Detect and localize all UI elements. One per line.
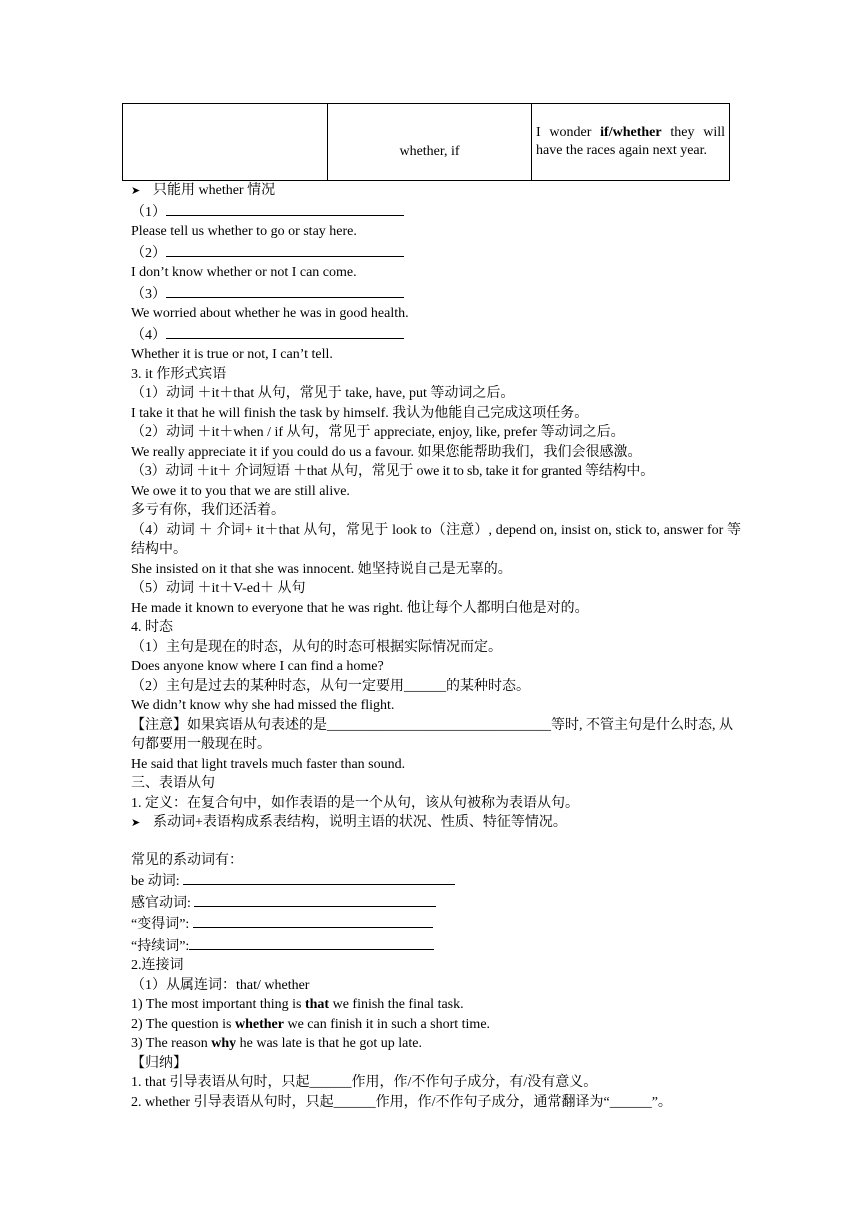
example-line: 1) The most important thing is that we finish the final task. — [131, 997, 464, 1012]
answer-blank[interactable]: ______ — [309, 1075, 352, 1090]
example-translation: 多亏有你，我们还活着。 — [131, 503, 285, 518]
answer-blank[interactable] — [166, 324, 404, 339]
conjunction-text: whether, if — [399, 144, 460, 160]
example-line: He said that light travels much faster than sound. — [131, 756, 406, 772]
keep-verbs-line: “持续词”: — [131, 935, 741, 957]
example-line: 2) The question is whether we can finish it in such a short time. — [131, 1016, 491, 1032]
example-line: We didn’t know why she had missed the flight. — [131, 698, 395, 713]
example-line: Please tell us whether to go or stay here. — [131, 224, 357, 239]
blank-line-1: （1） — [131, 201, 741, 223]
table-row — [123, 104, 730, 181]
example-pre: I wonder — [536, 125, 601, 140]
arrow-bullet-icon: ➤ — [131, 184, 141, 197]
common-verbs-line: 常见的系动词有： — [131, 852, 243, 868]
example-line: 3) The reason why he was late is that he got up late. — [131, 1036, 422, 1051]
be-verbs-line: be 动词: — [131, 870, 741, 892]
rule-line: （3）动词 ＋it＋ 介词短语 ＋that 从句，常见于 owe it to sb, take it for granted 等结构中。 — [131, 464, 655, 479]
example-line: He made it known to everyone that he was right. 他让每个人都明白他是对的。 — [131, 600, 589, 616]
answer-blank[interactable] — [166, 242, 404, 257]
blank-line-3: （3） — [131, 283, 741, 305]
section-heading: 2.连接词 — [131, 958, 184, 973]
answer-blank[interactable] — [183, 870, 455, 885]
document-page — [131, 103, 741, 1112]
example-line: We really appreciate it if you could do us a favour. 如果您能帮助我们，我们会很感激。 — [131, 444, 642, 460]
example-line: I take it that he will finish the task by himself. 我认为他能自己完成这项任务。 — [131, 405, 589, 421]
example-line: Whether it is true or not, I can’t tell. — [131, 347, 333, 362]
example-line: Does anyone know where I can find a home? — [131, 659, 384, 674]
note-line: 【注意】如果宾语从句表述的是________________________________等时, 不管主句是什么时态, 从句都要用一般现在时。 — [131, 717, 733, 752]
section-heading: 三、表语从句 — [131, 776, 215, 791]
answer-blank[interactable]: ______ — [333, 1094, 376, 1110]
rule-line: （2）动词 ＋it＋when / if 从句，常见于 appreciate, enjoy, like, prefer 等动词之后。 — [131, 425, 625, 440]
example-line: She insisted on it that she was innocent. 她坚持说自己是无辜的。 — [131, 561, 512, 577]
answer-blank[interactable]: ________________________________ — [327, 717, 551, 733]
arrow-bullet-icon: ➤ — [131, 816, 141, 829]
table-cell-example — [532, 104, 730, 181]
summary-line-1: 1. that 引导表语从句时，只起______作用，作/不作句子成分，有/没有意义。 — [131, 1075, 598, 1090]
only-whether-heading: ➤ 只能用 whether 情况 — [131, 181, 741, 201]
section-heading: 3. it 作形式宾语 — [131, 366, 227, 382]
answer-blank[interactable]: ______ — [404, 678, 446, 694]
table-cell-empty — [123, 104, 328, 181]
example-line: I don’t know whether or not I can come. — [131, 265, 357, 280]
answer-blank[interactable] — [166, 201, 404, 216]
sense-verbs-line: 感官动词: — [131, 892, 741, 914]
answer-blank[interactable] — [166, 283, 404, 298]
table-cell-conjunctions — [328, 104, 532, 181]
spacer — [131, 833, 741, 851]
rule-line: （5）动词 ＋it＋V-ed＋ 从句 — [131, 581, 306, 596]
answer-blank[interactable] — [194, 892, 436, 907]
example-line: We worried about whether he was in good health. — [131, 306, 409, 321]
example-bold: if/whether — [600, 125, 662, 140]
answer-blank[interactable]: ______ — [609, 1094, 652, 1110]
comparison-table — [122, 103, 730, 181]
answer-blank[interactable] — [193, 913, 433, 928]
section-heading: 4. 时态 — [131, 620, 173, 635]
blank-line-4: （4） — [131, 324, 741, 346]
example-line: We owe it to you that we are still alive. — [131, 483, 350, 499]
rule-line: （1）主句是现在的时态，从句的时态可根据实际情况而定。 — [131, 639, 502, 655]
subheading-line: （1）从属连词：that/ whether — [131, 977, 310, 993]
blank-line-2: （2） — [131, 242, 741, 264]
bullet-line: ➤ 系动词+表语构成系表结构，说明主语的状况、性质、特征等情况。 — [131, 813, 741, 833]
become-verbs-line: “变得词”: — [131, 913, 741, 935]
rule-line: （1）动词 ＋it＋that 从句，常见于 take, have, put 等动词之后。 — [131, 386, 515, 401]
rule-line: （2）主句是过去的某种时态，从句一定要用______的某种时态。 — [131, 678, 530, 694]
example-post: they will have the races again next year. — [536, 125, 725, 158]
rule-line: （4）动词 ＋ 介词+ it＋that 从句，常见于 look to（注意）, depend on, insist on, stick to, answer for 等结构中。 — [131, 522, 741, 557]
summary-line-2: 2. whether 引导表语从句时，只起______作用，作/不作句子成分，通常翻译为“______”。 — [131, 1094, 672, 1110]
definition-line: 1. 定义：在复合句中，如作表语的是一个从句，该从句被称为表语从句。 — [131, 795, 579, 811]
answer-blank[interactable] — [189, 935, 434, 950]
summary-heading: 【归纳】 — [131, 1055, 187, 1071]
